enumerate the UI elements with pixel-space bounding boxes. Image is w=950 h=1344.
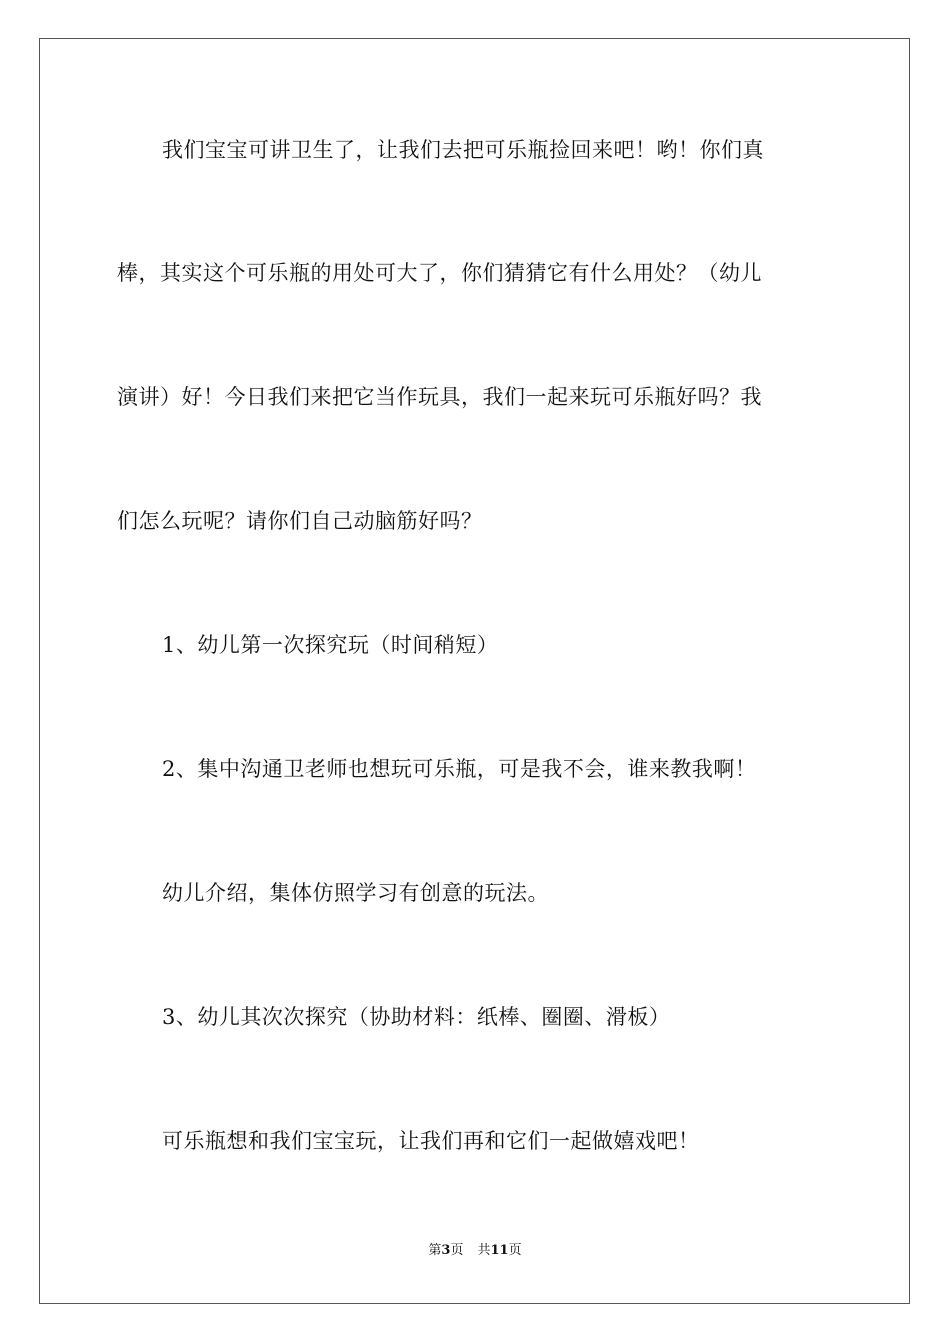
footer-total-pages: 11 [490,1243,509,1258]
list-item-1: 1、幼儿第一次探究玩（时间稍短） [162,633,499,657]
footer-total-prefix: 共 [477,1243,491,1258]
paragraph-line-3: 演讲）好！今日我们来把它当作玩具，我们一起来玩可乐瓶好吗？我 [117,385,762,409]
paragraph-line-2: 棒，其实这个可乐瓶的用处可大了，你们猜猜它有什么用处？（幼儿 [117,261,762,285]
footer-page-prefix: 第 [428,1243,442,1258]
paragraph-line-1: 我们宝宝可讲卫生了，让我们去把可乐瓶捡回来吧！哟！你们真 [162,138,764,162]
list-item-3: 3、幼儿其次次探究（协助材料：纸棒、圈圈、滑板） [162,1005,671,1029]
footer-page-number: 3 [441,1243,451,1258]
paragraph-line-7: 幼儿介绍，集体仿照学习有创意的玩法。 [162,881,549,905]
footer-total-suffix: 页 [508,1243,522,1258]
paragraph-line-4: 们怎么玩呢？请你们自己动脑筋好吗？ [117,509,483,533]
page-border [39,38,910,1304]
paragraph-line-9: 可乐瓶想和我们宝宝玩，让我们再和它们一起做嬉戏吧！ [162,1129,700,1153]
page-footer [0,1242,950,1260]
list-item-2: 2、集中沟通卫老师也想玩可乐瓶，可是我不会，谁来教我啊！ [162,757,757,781]
footer-page-suffix: 页 [450,1243,464,1258]
